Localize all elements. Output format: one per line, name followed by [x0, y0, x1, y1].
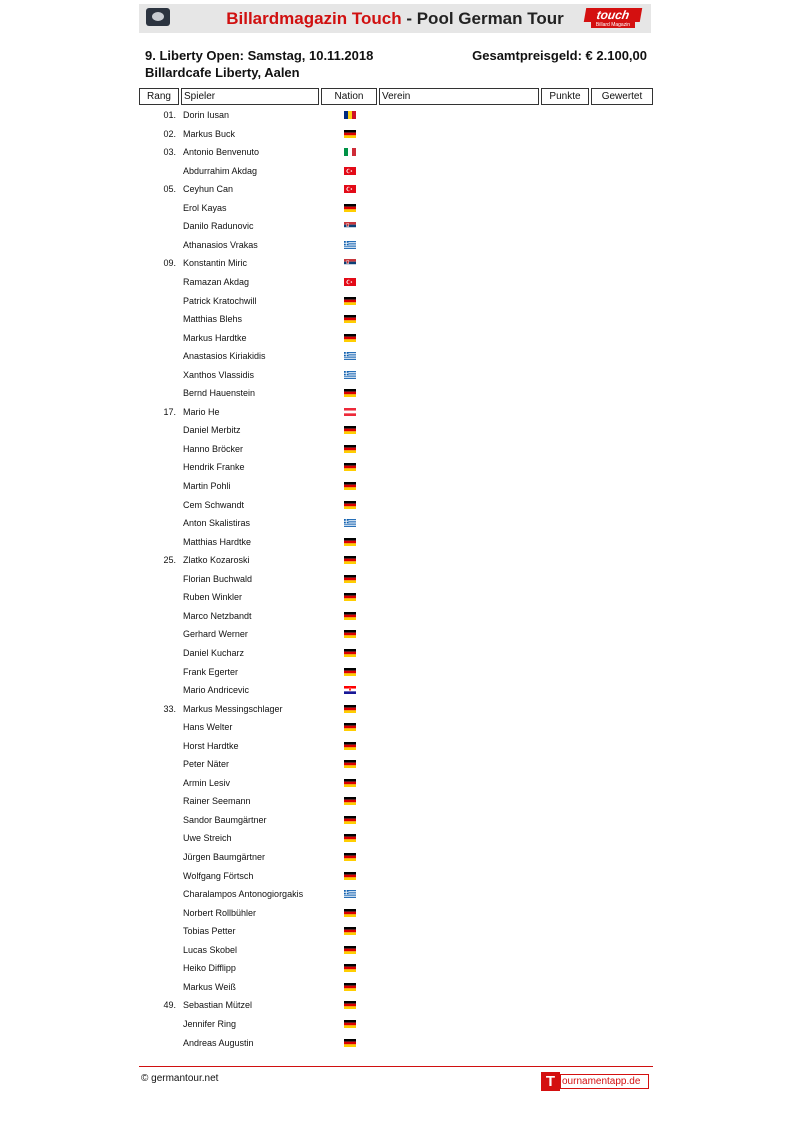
player-name: Peter Näter [183, 759, 230, 770]
banner-title-tour: Pool German Tour [416, 9, 564, 28]
player-row [0, 1015, 794, 1033]
player-row [0, 440, 794, 458]
player-row [0, 922, 794, 940]
flag-icon-ger [344, 593, 356, 601]
player-name: Markus Messingschlager [183, 703, 283, 714]
flag-icon-ger [344, 334, 356, 342]
flag-icon-ger [344, 927, 356, 935]
player-row [0, 625, 794, 643]
flag-icon-ger [344, 1020, 356, 1028]
player-name: Xanthos Vlassidis [183, 369, 255, 380]
flag-icon-ger [344, 463, 356, 471]
player-row [0, 996, 794, 1014]
player-name: Lucas Skobel [183, 944, 238, 955]
player-name: Danilo Radunovic [183, 221, 254, 232]
player-rank: 33. [163, 703, 176, 714]
player-row [0, 180, 794, 198]
player-name: Martin Pohli [183, 481, 231, 491]
flag-icon-cro [344, 686, 356, 694]
flag-icon-tur [344, 278, 356, 286]
flag-icon-ger [344, 389, 356, 397]
player-name: Charalampos Antonogiorgakis [183, 889, 304, 900]
player-name: Zlatko Kozaroski [183, 555, 250, 566]
player-row [0, 811, 794, 829]
touch-logo-word: touch [584, 8, 642, 22]
player-row [0, 125, 794, 143]
player-name: Anton Skalistiras [183, 518, 251, 529]
player-name: Hans Welter [183, 722, 233, 733]
header-gewertet: Gewertet [591, 88, 653, 105]
flag-icon-ger [344, 872, 356, 880]
flag-icon-ger [344, 779, 356, 787]
player-name: Bernd Hauenstein [183, 388, 256, 399]
player-name: Matthias Blehs [183, 314, 243, 325]
player-row [0, 700, 794, 718]
flag-icon-ger [344, 760, 356, 768]
flag-icon-ger [344, 1039, 356, 1047]
player-row [0, 254, 794, 272]
flag-icon-gre [344, 890, 356, 898]
player-row [0, 477, 794, 495]
player-name: Dorin Iusan [183, 110, 230, 120]
flag-icon-ger [344, 705, 356, 713]
flag-icon-ger [344, 723, 356, 731]
player-name: Daniel Kucharz [183, 647, 245, 658]
player-row [0, 236, 794, 254]
player-row [0, 718, 794, 736]
header-nation: Nation [321, 88, 377, 105]
touch-logo-subtitle: Billard Magazin [591, 22, 635, 28]
player-row [0, 421, 794, 439]
flag-icon-ger [344, 1001, 356, 1009]
player-name: Markus Weiß [183, 981, 236, 992]
flag-icon-ger [344, 834, 356, 842]
player-row [0, 162, 794, 180]
player-name: Norbert Rollbühler [183, 907, 257, 918]
tournamentapp-logo-word: ournamentapp.de [560, 1074, 649, 1089]
flag-icon-ger [344, 501, 356, 509]
player-name: Athanasios Vrakas [183, 239, 258, 250]
flag-icon-gre [344, 241, 356, 249]
header-spieler: Spieler [181, 88, 319, 105]
player-row [0, 848, 794, 866]
flag-icon-aut [344, 408, 356, 416]
flag-icon-ger [344, 612, 356, 620]
player-row [0, 384, 794, 402]
player-name: Ramazan Akdag [183, 276, 250, 287]
player-row [0, 403, 794, 421]
player-name: Tobias Petter [183, 926, 236, 937]
player-name: Andreas Augustin [183, 1037, 254, 1048]
header-punkte: Punkte [541, 88, 589, 105]
player-row [0, 774, 794, 792]
player-row [0, 199, 794, 217]
player-name: Frank Egerter [183, 666, 239, 677]
player-name: Ruben Winkler [183, 592, 243, 603]
player-row [0, 978, 794, 996]
flag-icon-ger [344, 426, 356, 434]
player-name: Erol Kayas [183, 202, 227, 213]
player-name: Heiko Difflipp [183, 963, 236, 974]
player-row [0, 292, 794, 310]
player-row [0, 959, 794, 977]
player-row [0, 347, 794, 365]
flag-icon-ger [344, 315, 356, 323]
event-venue: Billardcafe Liberty, Aalen [145, 65, 300, 80]
flag-icon-ger [344, 445, 356, 453]
player-name: Antonio Benvenuto [183, 147, 260, 158]
header-verein: Verein [379, 88, 539, 105]
tournamentapp-logo [541, 1072, 649, 1091]
player-name: Anastasios Kiriakidis [183, 351, 266, 362]
player-row [0, 792, 794, 810]
player-row [0, 663, 794, 681]
player-name: Markus Buck [183, 128, 236, 139]
flag-icon-ger [344, 130, 356, 138]
player-row [0, 755, 794, 773]
player-name: Marco Netzbandt [183, 610, 252, 621]
flag-icon-ita [344, 148, 356, 156]
player-rank: 05. [163, 184, 176, 195]
flag-icon-srb [344, 259, 356, 267]
player-rank: 09. [163, 258, 176, 269]
player-row [0, 143, 794, 161]
flag-icon-ger [344, 668, 356, 676]
event-title: 9. Liberty Open: Samstag, 10.11.2018 [145, 48, 374, 63]
flag-icon-gre [344, 371, 356, 379]
player-row [0, 941, 794, 959]
banner-title [139, 9, 651, 29]
player-name: Ceyhun Can [183, 184, 234, 195]
player-row [0, 533, 794, 551]
player-row [0, 106, 794, 124]
flag-icon-ger [344, 556, 356, 564]
player-name: Uwe Streich [183, 833, 232, 844]
player-name: Abdurrahim Akdag [183, 165, 258, 176]
flag-icon-gre [344, 519, 356, 527]
player-name: Konstantin Miric [183, 258, 248, 269]
player-row [0, 607, 794, 625]
player-row [0, 829, 794, 847]
player-row [0, 217, 794, 235]
player-row [0, 458, 794, 476]
banner-title-magazine: Billardmagazin Touch [226, 9, 402, 28]
player-row [0, 273, 794, 291]
banner-title-separator: - [401, 9, 417, 28]
footer-divider [139, 1066, 653, 1067]
player-row [0, 514, 794, 532]
player-row [0, 570, 794, 588]
flag-icon-tur [344, 185, 356, 193]
flag-icon-ger [344, 482, 356, 490]
flag-icon-ger [344, 575, 356, 583]
player-name: Markus Hardtke [183, 332, 247, 343]
flag-icon-ger [344, 816, 356, 824]
player-row [0, 329, 794, 347]
player-row [0, 644, 794, 662]
player-name: Daniel Merbitz [183, 425, 241, 436]
player-rank: 02. [163, 128, 176, 139]
flag-icon-ger [344, 742, 356, 750]
header-rang: Rang [139, 88, 179, 105]
flag-icon-ger [344, 983, 356, 991]
player-rank: 01. [163, 110, 176, 120]
flag-icon-ger [344, 797, 356, 805]
player-name: Jürgen Baumgärtner [183, 852, 266, 862]
player-name: Mario Andricevic [183, 685, 250, 696]
player-name: Jennifer Ring [183, 1018, 237, 1029]
flag-icon-ger [344, 538, 356, 546]
player-name: Matthias Hardtke [183, 536, 252, 547]
player-row [0, 496, 794, 514]
player-row [0, 737, 794, 755]
player-name: Cem Schwandt [183, 499, 245, 510]
player-name: Wolfgang Förtsch [183, 870, 254, 881]
flag-icon-srb [344, 222, 356, 230]
copyright: © germantour.net [141, 1073, 219, 1084]
flag-icon-ger [344, 853, 356, 861]
prize-money: Gesamtpreisgeld: € 2.100,00 [472, 48, 647, 63]
flag-icon-tur [344, 167, 356, 175]
player-name: Patrick Kratochwill [183, 295, 257, 306]
touch-logo [585, 8, 641, 28]
player-name: Sandor Baumgärtner [183, 814, 267, 825]
flag-icon-ger [344, 204, 356, 212]
player-rank: 03. [163, 147, 176, 158]
player-row [0, 681, 794, 699]
flag-icon-ger [344, 297, 356, 305]
player-name: Florian Buchwald [183, 573, 253, 584]
flag-icon-ger [344, 909, 356, 917]
player-row [0, 1034, 794, 1052]
flag-icon-ger [344, 649, 356, 657]
flag-icon-ger [344, 630, 356, 638]
flag-icon-gre [344, 352, 356, 360]
player-name: Hendrik Franke [183, 462, 245, 473]
flag-icon-ger [344, 964, 356, 972]
player-name: Armin Lesiv [183, 777, 231, 788]
player-rank: 49. [163, 1000, 176, 1011]
player-row [0, 551, 794, 569]
player-name: Gerhard Werner [183, 629, 248, 640]
player-rank: 25. [163, 555, 176, 566]
flag-icon-ger [344, 946, 356, 954]
player-row [0, 904, 794, 922]
player-row [0, 867, 794, 885]
player-row [0, 366, 794, 384]
tournamentapp-logo-t: T [541, 1072, 560, 1091]
player-name: Rainer Seemann [183, 796, 251, 807]
flag-icon-rou [344, 111, 356, 119]
player-rank: 17. [163, 406, 176, 417]
player-name: Horst Hardtke [183, 740, 239, 751]
player-name: Hanno Bröcker [183, 443, 244, 454]
player-name: Mario He [183, 406, 220, 417]
player-row [0, 588, 794, 606]
player-row [0, 885, 794, 903]
player-name: Sebastian Mützel [183, 1000, 253, 1011]
player-row [0, 310, 794, 328]
